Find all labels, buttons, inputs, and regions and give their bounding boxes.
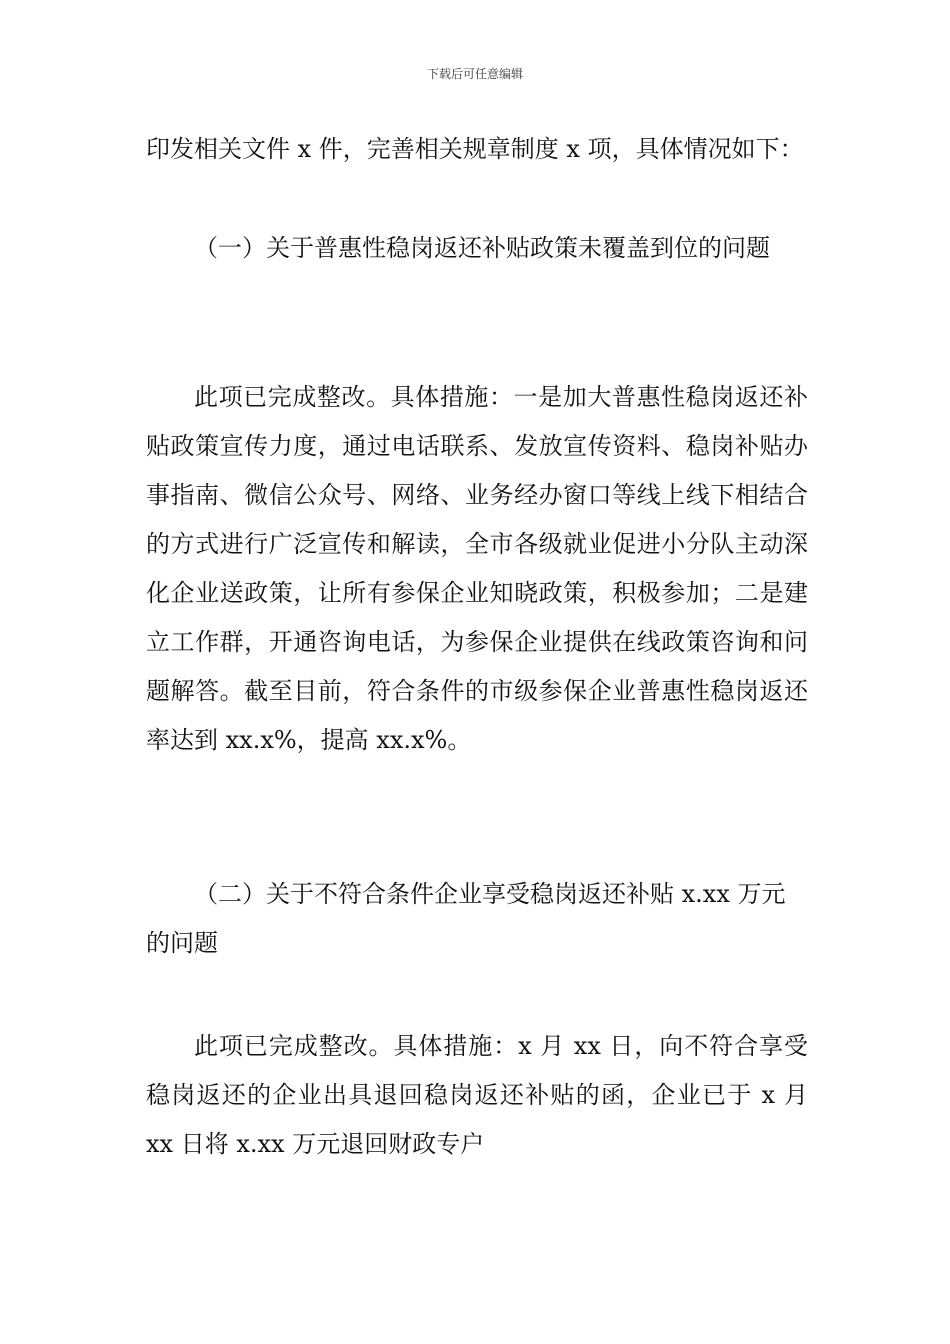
section-heading-2: （二）关于不符合条件企业享受稳岗返还补贴 x.xx 万元的问题 <box>146 880 786 957</box>
paragraph-section-1-body: 此项已完成整改。具体措施：一是加大普惠性稳岗返还补贴政策宣传力度，通过电话联系、发放宣传资料、稳岗补贴办事指南、微信公众号、网络、业务经办窗口等线上线下相结合的方式进行广泛宣传和解读，全市各级就业促进小分队主动深化企业送政策，让所有参保企业知晓政策，积极参加；二是建立工作群，开通咨询电话，为参保企业提供在线政策咨询和问题解答。截至目前，符合条件的市级参保企业普惠性稳岗返还率达到 xx.x%，提高 xx.x%。 <box>146 383 808 754</box>
paragraph-intro: 印发相关文件 x 件，完善相关规章制度 x 项，具体情况如下： <box>146 135 804 163</box>
page-header-note: 下载后可任意编辑 <box>426 67 523 81</box>
section-heading-1: （一）关于普惠性稳岗返还补贴政策未覆盖到位的问题 <box>194 234 770 262</box>
paragraph-section-2-body: 此项已完成整改。具体措施：x 月 xx 日，向不符合享受稳岗返还的企业出具退回稳岗返还补贴的函，企业已于 x 月 xx 日将 x.xx 万元退回财政专户 <box>146 1032 808 1158</box>
